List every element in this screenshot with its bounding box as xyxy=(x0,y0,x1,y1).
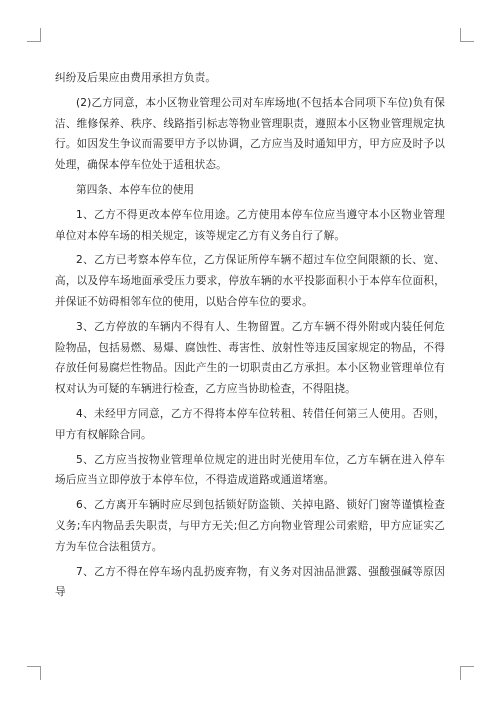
crop-mark-top-left-vertical xyxy=(40,28,41,42)
paragraph-item-5: 5、乙方应当按物业管理单位规定的进出时光使用车位，乙方车辆在进入停车场后应当立即停放于本停车位，不得造成道路或通道堵塞。 xyxy=(55,453,445,487)
crop-mark-bottom-left-horizontal xyxy=(27,666,41,667)
section-heading-article-4: 第四条、本停车位的使用 xyxy=(76,183,195,196)
paragraph-0: 纠纷及后果应由费用承担方负责。 xyxy=(55,72,217,84)
crop-mark-bottom-right-horizontal xyxy=(460,666,474,667)
crop-mark-bottom-right-vertical xyxy=(460,666,461,680)
paragraph-clause-2: (2)乙方同意，本小区物业管理公司对车库场地(不包括本合同项下车位)负有保洁、维修保养、秩序、线路指引标志等物业管理职责，遵照本小区物业管理规定执行。如因发生争议而需要甲方予以协调，乙方应当及时通知甲方，甲方应及时予以处理，确保本停车位处于适租状态。 xyxy=(55,96,445,172)
crop-mark-bottom-left-vertical xyxy=(40,666,41,680)
crop-mark-top-left-horizontal xyxy=(27,41,41,42)
paragraph-item-4: 4、未经甲方同意，乙方不得将本停车位转租、转借任何第三人使用。否则，甲方有权解除合同。 xyxy=(55,407,445,441)
paragraph-item-2: 2、乙方已考察本停车位，乙方保证所停车辆不超过车位空间限额的长、宽、高，以及停车场地面承受压力要求，停放车辆的水平投影面积小于本停车位面积，并保证不妨碍相邻车位的使用，以贴合停车位的要求。 xyxy=(55,254,445,308)
paragraph-item-1: 1、乙方不得更改本停车位用途。乙方使用本停车位应当遵守本小区物业管理单位对本停车场的相关规定，该等规定乙方有义务自行了解。 xyxy=(55,208,445,242)
crop-mark-top-right-horizontal xyxy=(460,41,474,42)
crop-mark-top-right-vertical xyxy=(460,28,461,42)
paragraph-item-3: 3、乙方停放的车辆内不得有人、生物留置。乙方车辆不得外附或内装任何危险物品，包括易燃、易爆、腐蚀性、毒害性、放射性等违反国家规定的物品，不得存放任何易腐烂性物品。因此产生的一切职责由乙方承担。本小区物业管理单位有权对认为可疑的车辆进行检查，乙方应当协助检查，不得阻挠。 xyxy=(55,320,445,396)
document-body xyxy=(55,68,445,603)
paragraph-item-6: 6、乙方离开车辆时应尽到包括锁好防盗锁、关掉电路、锁好门窗等谨慎检查义务;车内物品丢失职责，与甲方无关;但乙方向物业管理公司索赔，甲方应证实乙方为车位合法租赁方。 xyxy=(55,499,445,553)
paragraph-item-7: 7、乙方不得在停车场内乱扔废弃物，有义务对因油品泄露、强酸强碱等原因导 xyxy=(55,565,445,599)
